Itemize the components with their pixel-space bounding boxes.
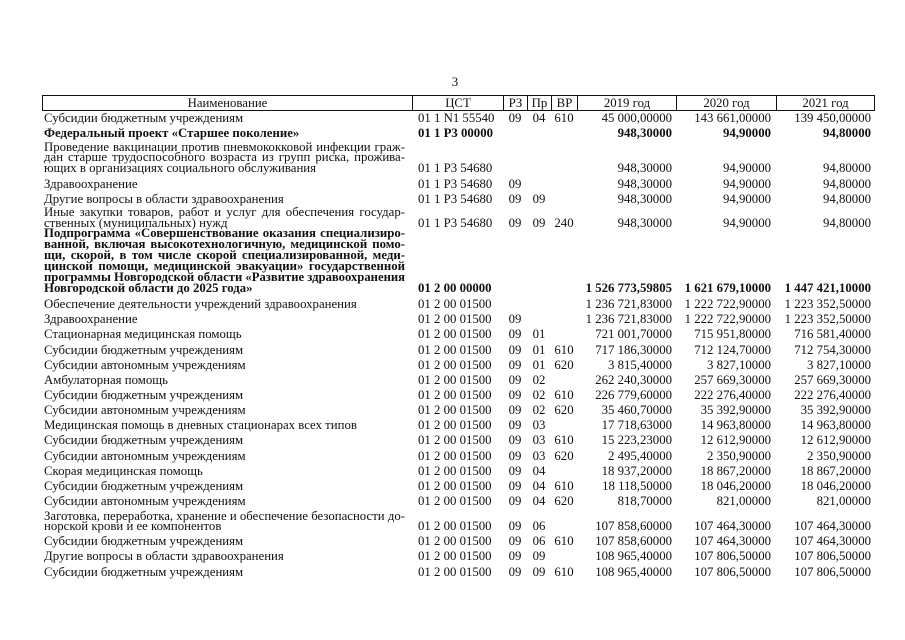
row-rz: 09 [508, 215, 522, 230]
row-vr: 610 [554, 387, 574, 402]
row-value-2021: 712 754,30000 [794, 342, 871, 357]
row-vr: 610 [554, 342, 574, 357]
row-value-2020: 14 963,80000 [700, 417, 771, 432]
row-name: Скорая медицинская помощь [44, 463, 203, 478]
row-rz: 09 [508, 357, 522, 372]
row-rz: 09 [508, 432, 522, 447]
row-value-2019: 1 236 721,83000 [585, 296, 672, 311]
table-row [42, 479, 875, 494]
row-name: Здравоохранение [44, 176, 138, 191]
row-value-2021: 35 392,90000 [800, 402, 871, 417]
row-rz: 09 [508, 110, 522, 125]
row-value-2019: 17 718,63000 [601, 417, 672, 432]
row-cst: 01 2 00 01500 [418, 463, 492, 478]
row-value-2021: 107 806,50000 [794, 564, 871, 579]
table-row [42, 565, 875, 580]
row-pr: 03 [532, 432, 546, 447]
row-cst: 01 2 00 01500 [418, 296, 492, 311]
column-header-cst: ЦСТ [412, 96, 503, 110]
row-value-2020: 1 621 679,10000 [684, 281, 771, 295]
row-vr: 240 [554, 215, 574, 230]
row-value-2020: 35 392,90000 [700, 402, 771, 417]
table-row [42, 433, 875, 448]
row-value-2020: 107 464,30000 [694, 533, 771, 548]
row-cst: 01 2 00 01500 [418, 387, 492, 402]
row-cst: 01 2 00 01500 [418, 448, 492, 463]
row-cst: 01 2 00 01500 [418, 564, 492, 579]
row-value-2021: 821,00000 [816, 493, 871, 508]
row-cst: 01 2 00 01500 [418, 432, 492, 447]
row-value-2019: 948,30000 [617, 191, 672, 206]
row-value-2021: 107 464,30000 [794, 533, 871, 548]
row-name: Амбулаторная помощь [44, 372, 168, 387]
row-rz: 09 [508, 448, 522, 463]
row-value-2021: 1 447 421,10000 [784, 281, 871, 295]
table-row [42, 312, 875, 327]
row-value-2020: 12 612,90000 [700, 432, 771, 447]
row-vr: 620 [554, 357, 574, 372]
row-value-2019: 1 526 773,59805 [585, 281, 672, 295]
row-name-line: норской крови и ее компонентов [44, 519, 222, 534]
row-vr: 610 [554, 564, 574, 579]
row-value-2019: 107 858,60000 [595, 519, 672, 534]
row-cst: 01 1 N1 55540 [418, 110, 495, 125]
row-rz: 09 [508, 387, 522, 402]
table-row [42, 509, 875, 534]
row-cst: 01 1 P3 00000 [418, 125, 494, 140]
row-name: Обеспечение деятельности учреждений здравоохранения [44, 296, 357, 311]
column-header-name: Наименование [187, 96, 268, 110]
row-value-2020: 143 661,00000 [694, 110, 771, 125]
row-value-2020: 94,90000 [723, 125, 771, 140]
row-pr: 04 [532, 110, 546, 125]
row-cst: 01 1 P3 54680 [418, 191, 493, 206]
row-pr: 09 [532, 564, 546, 579]
row-name: Субсидии бюджетным учреждениям [44, 533, 244, 548]
row-vr: 610 [554, 432, 574, 447]
row-rz: 09 [508, 533, 522, 548]
row-value-2021: 1 223 352,50000 [784, 296, 871, 311]
row-cst: 01 2 00 01500 [418, 493, 492, 508]
row-cst: 01 2 00 01500 [418, 417, 492, 432]
row-value-2019: 717 186,30000 [595, 342, 672, 357]
row-value-2019: 108 965,40000 [595, 548, 672, 563]
row-cst: 01 2 00 01500 [418, 372, 492, 387]
row-name-line: Проведение вакцинации против пневмококковой инфекции граж- [44, 139, 405, 154]
row-value-2021: 1 223 352,50000 [784, 311, 871, 326]
row-name: Федеральный проект «Старшее поколение» [44, 125, 300, 140]
row-name-line: программы Новгородской области «Развитие здравоохранения [44, 270, 405, 284]
row-value-2021: 3 827,10000 [807, 357, 871, 372]
row-value-2020: 94,90000 [723, 215, 771, 230]
table-row [42, 358, 875, 373]
row-value-2021: 2 350,90000 [807, 448, 871, 463]
row-name-line: Заготовка, переработка, хранение и обеспечение безопасности до- [44, 509, 405, 523]
row-value-2021: 94,80000 [823, 215, 871, 230]
row-pr: 09 [532, 548, 546, 563]
row-value-2019: 107 858,60000 [595, 533, 672, 548]
row-name-line: Подпрограмма «Совершенствование оказания специализиро- [44, 226, 405, 240]
row-name-line: Иные закупки товаров, работ и услуг для обеспечения государ- [44, 205, 405, 219]
row-name-line: ванной, включая высокотехнологичную, медицинской помо- [44, 237, 405, 251]
row-vr: 610 [554, 533, 574, 548]
row-value-2021: 94,80000 [823, 161, 871, 176]
row-cst: 01 2 00 00000 [418, 281, 492, 295]
row-rz: 09 [508, 326, 522, 341]
row-cst: 01 2 00 01500 [418, 357, 492, 372]
row-pr: 01 [532, 357, 546, 372]
row-value-2020: 1 222 722,90000 [684, 311, 771, 326]
row-value-2020: 107 806,50000 [694, 548, 771, 563]
row-value-2021: 18 867,20000 [800, 463, 871, 478]
row-rz: 09 [508, 548, 522, 563]
row-value-2019: 948,30000 [617, 176, 672, 191]
row-cst: 01 1 P3 54680 [418, 215, 493, 230]
row-name-line: цинской помощи, медицинской эвакуации» государственной [44, 259, 405, 273]
row-rz: 09 [508, 311, 522, 326]
row-vr: 620 [554, 448, 574, 463]
row-cst: 01 2 00 01500 [418, 519, 492, 534]
row-cst: 01 2 00 01500 [418, 326, 492, 341]
table-row [42, 494, 875, 509]
row-rz: 09 [508, 564, 522, 579]
row-cst: 01 1 P3 54680 [418, 161, 493, 176]
table-row [42, 111, 875, 126]
row-name: Субсидии бюджетным учреждениям [44, 432, 244, 447]
row-vr: 620 [554, 402, 574, 417]
page-number: 3 [451, 75, 459, 89]
row-value-2020: 1 222 722,90000 [684, 296, 771, 311]
row-name: Субсидии автономным учреждениям [44, 448, 246, 463]
row-name-line: дан старше трудоспособного возраста из групп риска, прожива- [44, 150, 405, 165]
row-value-2019: 2 495,40000 [608, 448, 672, 463]
row-pr: 04 [532, 478, 546, 493]
row-name: Субсидии автономным учреждениям [44, 493, 246, 508]
table-row [42, 177, 875, 192]
table-row [42, 343, 875, 358]
row-value-2020: 107 464,30000 [694, 519, 771, 534]
row-vr: 620 [554, 493, 574, 508]
row-value-2019: 262 240,30000 [595, 372, 672, 387]
row-value-2020: 821,00000 [716, 493, 771, 508]
row-value-2021: 139 450,00000 [794, 110, 871, 125]
row-cst: 01 2 00 01500 [418, 548, 492, 563]
row-value-2020: 94,90000 [723, 176, 771, 191]
row-name: Другие вопросы в области здравоохранения [44, 548, 284, 563]
row-name-line: щи, скорой, в том числе скорой специализированной, меди- [44, 248, 405, 262]
table-row [42, 327, 875, 342]
row-cst: 01 2 00 01500 [418, 342, 492, 357]
row-rz: 09 [508, 372, 522, 387]
row-name-line: ственных (муниципальных) нужд [44, 215, 228, 230]
row-value-2020: 712 124,70000 [694, 342, 771, 357]
row-value-2020: 18 046,20000 [700, 478, 771, 493]
row-name: Субсидии бюджетным учреждениям [44, 110, 244, 125]
row-pr: 01 [532, 342, 546, 357]
row-name: Субсидии бюджетным учреждениям [44, 478, 244, 493]
row-name: Субсидии бюджетным учреждениям [44, 342, 244, 357]
row-rz: 09 [508, 478, 522, 493]
row-value-2019: 226 779,60000 [595, 387, 672, 402]
table-row [42, 140, 875, 177]
row-pr: 03 [532, 448, 546, 463]
table-row [42, 297, 875, 312]
row-rz: 09 [508, 191, 522, 206]
row-value-2020: 715 951,80000 [694, 326, 771, 341]
row-cst: 01 2 00 01500 [418, 311, 492, 326]
row-rz: 09 [508, 519, 522, 534]
row-value-2019: 18 118,50000 [602, 478, 672, 493]
row-cst: 01 2 00 01500 [418, 533, 492, 548]
row-cst: 01 1 P3 54680 [418, 176, 493, 191]
column-header-rz: РЗ [503, 96, 527, 110]
row-value-2019: 45 000,00000 [601, 110, 672, 125]
row-value-2020: 3 827,10000 [707, 357, 771, 372]
table-row [42, 126, 875, 141]
row-value-2019: 108 965,40000 [595, 564, 672, 579]
row-pr: 02 [532, 387, 546, 402]
column-header-2021: 2021 год [776, 96, 874, 110]
row-value-2020: 222 276,40000 [694, 387, 771, 402]
row-value-2020: 107 806,50000 [694, 564, 771, 579]
row-value-2021: 94,80000 [823, 125, 871, 140]
table-row [42, 418, 875, 433]
row-name: Субсидии бюджетным учреждениям [44, 387, 244, 402]
row-name: Другие вопросы в области здравоохранения [44, 191, 284, 206]
table-row [42, 226, 875, 296]
row-value-2020: 2 350,90000 [707, 448, 771, 463]
row-cst: 01 2 00 01500 [418, 478, 492, 493]
row-value-2020: 18 867,20000 [700, 463, 771, 478]
row-pr: 06 [532, 519, 546, 534]
row-rz: 09 [508, 417, 522, 432]
column-header-pr: Пр [527, 96, 551, 110]
row-value-2021: 107 806,50000 [794, 548, 871, 563]
row-value-2019: 948,30000 [617, 215, 672, 230]
row-value-2019: 948,30000 [617, 161, 672, 176]
row-pr: 04 [532, 493, 546, 508]
row-pr: 09 [532, 191, 546, 206]
row-value-2021: 94,80000 [823, 191, 871, 206]
row-name: Здравоохранение [44, 311, 138, 326]
row-value-2019: 3 815,40000 [608, 357, 672, 372]
column-header-vr: ВР [551, 96, 577, 110]
row-name-line: Новгородской области до 2025 года» [44, 281, 253, 295]
row-name: Субсидии бюджетным учреждениям [44, 564, 244, 579]
row-pr: 01 [532, 326, 546, 341]
row-cst: 01 2 00 01500 [418, 402, 492, 417]
row-value-2019: 948,30000 [617, 125, 672, 140]
table-row [42, 373, 875, 388]
table-row [42, 388, 875, 403]
row-pr: 03 [532, 417, 546, 432]
row-vr: 610 [554, 110, 574, 125]
table-row [42, 549, 875, 564]
row-value-2019: 18 937,20000 [601, 463, 672, 478]
row-rz: 09 [508, 402, 522, 417]
row-value-2019: 1 236 721,83000 [585, 311, 672, 326]
table-row [42, 403, 875, 418]
row-value-2021: 94,80000 [823, 176, 871, 191]
row-rz: 09 [508, 176, 522, 191]
column-header-2019: 2019 год [577, 96, 676, 110]
row-value-2019: 818,70000 [617, 493, 672, 508]
table-row [42, 534, 875, 549]
row-name-line: ющих в организациях социального обслуживания [44, 161, 317, 176]
row-value-2021: 222 276,40000 [794, 387, 871, 402]
row-name: Субсидии автономным учреждениям [44, 357, 246, 372]
column-header-2020: 2020 год [676, 96, 776, 110]
row-pr: 02 [532, 372, 546, 387]
row-value-2019: 35 460,70000 [601, 402, 672, 417]
row-pr: 06 [532, 533, 546, 548]
row-pr: 04 [532, 463, 546, 478]
row-name: Стационарная медицинская помощь [44, 326, 242, 341]
row-rz: 09 [508, 463, 522, 478]
row-value-2021: 257 669,30000 [794, 372, 871, 387]
row-value-2020: 94,90000 [723, 191, 771, 206]
row-value-2021: 107 464,30000 [794, 519, 871, 534]
row-pr: 02 [532, 402, 546, 417]
table-row [42, 464, 875, 479]
row-rz: 09 [508, 342, 522, 357]
row-rz: 09 [508, 493, 522, 508]
row-value-2019: 15 223,23000 [601, 432, 672, 447]
row-name: Субсидии автономным учреждениям [44, 402, 246, 417]
row-vr: 610 [554, 478, 574, 493]
row-name: Медицинская помощь в дневных стационарах всех типов [44, 417, 357, 432]
row-value-2021: 12 612,90000 [800, 432, 871, 447]
row-value-2021: 14 963,80000 [800, 417, 871, 432]
row-value-2019: 721 001,70000 [595, 326, 672, 341]
row-value-2020: 257 669,30000 [694, 372, 771, 387]
row-value-2021: 716 581,40000 [794, 326, 871, 341]
row-value-2021: 18 046,20000 [800, 478, 871, 493]
row-pr: 09 [532, 215, 546, 230]
row-value-2020: 94,90000 [723, 161, 771, 176]
table-row [42, 449, 875, 464]
